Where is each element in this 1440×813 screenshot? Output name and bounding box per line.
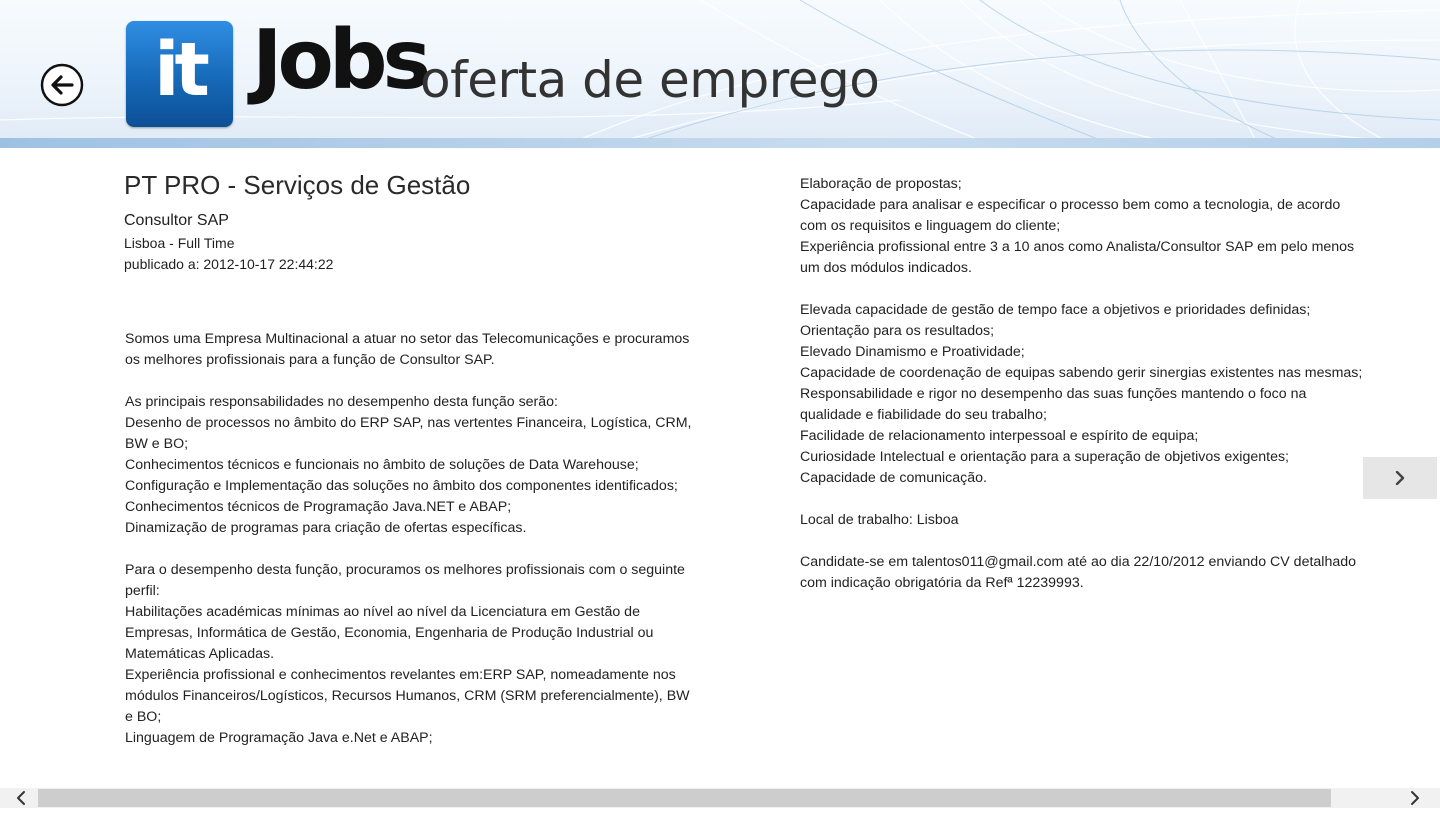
description-line: os melhores profissionais para a função de Consultor SAP. bbox=[125, 352, 495, 368]
paragraph-gap bbox=[125, 539, 735, 560]
description-column-2 bbox=[800, 174, 1400, 594]
description-line: Habilitações académicas mínimas ao nível ao nível da Licenciatura em Gestão de bbox=[125, 604, 640, 620]
app-subtitle: oferta de emprego bbox=[420, 51, 880, 109]
description-line: Experiência profissional e conhecimentos revelantes em:ERP SAP, nomeadamente nos bbox=[125, 667, 676, 683]
description-line: BW e BO; bbox=[125, 436, 189, 452]
description-line: Responsabilidade e rigor no desempenho das suas funções mantendo o foco na bbox=[800, 386, 1307, 402]
next-page-button[interactable] bbox=[1363, 457, 1437, 499]
description-line: Local de trabalho: Lisboa bbox=[800, 512, 959, 528]
description-line: perfil: bbox=[125, 583, 160, 599]
description-line: Curiosidade Intelectual e orientação para a superação de objetivos exigentes; bbox=[800, 449, 1289, 465]
paragraph-gap bbox=[800, 531, 1400, 552]
job-location: Lisboa - Full Time bbox=[124, 235, 235, 251]
chevron-right-icon bbox=[1394, 471, 1406, 485]
back-arrow-icon bbox=[40, 63, 84, 107]
logo-it-text: it bbox=[154, 27, 205, 113]
scroll-left-button[interactable] bbox=[10, 788, 32, 808]
description-line: Empresas, Informática de Gestão, Economia, Engenharia de Produção Industrial ou bbox=[125, 625, 654, 641]
description-line: Dinamização de programas para criação de ofertas específicas. bbox=[125, 520, 527, 536]
description-line: Para o desempenho desta função, procuramos os melhores profissionais com o seguinte bbox=[125, 562, 685, 578]
description-line: módulos Financeiros/Logísticos, Recursos Humanos, CRM (SRM preferencialmente), BW bbox=[125, 688, 690, 704]
description-line: Elevada capacidade de gestão de tempo face a objetivos e prioridades definidas; bbox=[800, 302, 1311, 318]
header-band bbox=[0, 138, 1440, 148]
description-column-1 bbox=[125, 329, 735, 749]
chevron-right-icon bbox=[1404, 788, 1426, 808]
description-line: Conhecimentos técnicos de Programação Java.NET e ABAP; bbox=[125, 499, 512, 515]
logo-jobs-text: Jobs bbox=[252, 13, 427, 108]
published-date: publicado a: 2012-10-17 22:44:22 bbox=[124, 256, 334, 272]
description-line: Facilidade de relacionamento interpessoal e espírito de equipa; bbox=[800, 428, 1199, 444]
description-line: Capacidade de comunicação. bbox=[800, 470, 987, 486]
paragraph-gap bbox=[800, 279, 1400, 300]
description-line: com os requisitos e linguagem do cliente; bbox=[800, 218, 1061, 234]
horizontal-scrollbar[interactable] bbox=[0, 788, 1440, 808]
description-line: Somos uma Empresa Multinacional a atuar no setor das Telecomunicações e procuramos bbox=[125, 331, 690, 347]
description-line: Desenho de processos no âmbito do ERP SAP, nas vertentes Financeira, Logística, CRM, bbox=[125, 415, 692, 431]
description-line: qualidade e fiabilidade do seu trabalho; bbox=[800, 407, 1047, 423]
job-role: Consultor SAP bbox=[124, 212, 229, 229]
back-button[interactable] bbox=[40, 63, 84, 107]
description-line: Orientação para os resultados; bbox=[800, 323, 995, 339]
description-line: com indicação obrigatória da Refª 12239993. bbox=[800, 575, 1084, 591]
paragraph-gap bbox=[800, 489, 1400, 510]
description-line: Linguagem de Programação Java e.Net e ABAP; bbox=[125, 730, 433, 746]
description-line: um dos módulos indicados. bbox=[800, 260, 972, 276]
company-title: PT PRO - Serviços de Gestão bbox=[124, 170, 471, 200]
description-line: Experiência profissional entre 3 a 10 anos como Analista/Consultor SAP em pelo menos bbox=[800, 239, 1355, 255]
scroll-thumb[interactable] bbox=[38, 789, 1331, 807]
description-line: Capacidade para analisar e especificar o processo bem como a tecnologia, de acordo bbox=[800, 197, 1341, 213]
paragraph-gap bbox=[125, 371, 735, 392]
description-line: e BO; bbox=[125, 709, 162, 725]
description-line: As principais responsabilidades no desempenho desta função serão: bbox=[125, 394, 558, 410]
description-line: Configuração e Implementação das soluções no âmbito dos componentes identificados; bbox=[125, 478, 678, 494]
description-line: Matemáticas Aplicadas. bbox=[125, 646, 275, 662]
app-header bbox=[0, 0, 1440, 148]
itjobs-logo-badge bbox=[126, 21, 233, 127]
description-line: Elevado Dinamismo e Proatividade; bbox=[800, 344, 1025, 360]
description-line: Candidate-se em talentos011@gmail.com até ao dia 22/10/2012 enviando CV detalhado bbox=[800, 554, 1356, 570]
description-line: Capacidade de coordenação de equipas sabendo gerir sinergias existentes nas mesmas; bbox=[800, 365, 1363, 381]
chevron-left-icon bbox=[10, 788, 32, 808]
scroll-right-button[interactable] bbox=[1404, 788, 1426, 808]
description-line: Elaboração de propostas; bbox=[800, 176, 962, 192]
description-line: Conhecimentos técnicos e funcionais no âmbito de soluções de Data Warehouse; bbox=[125, 457, 639, 473]
